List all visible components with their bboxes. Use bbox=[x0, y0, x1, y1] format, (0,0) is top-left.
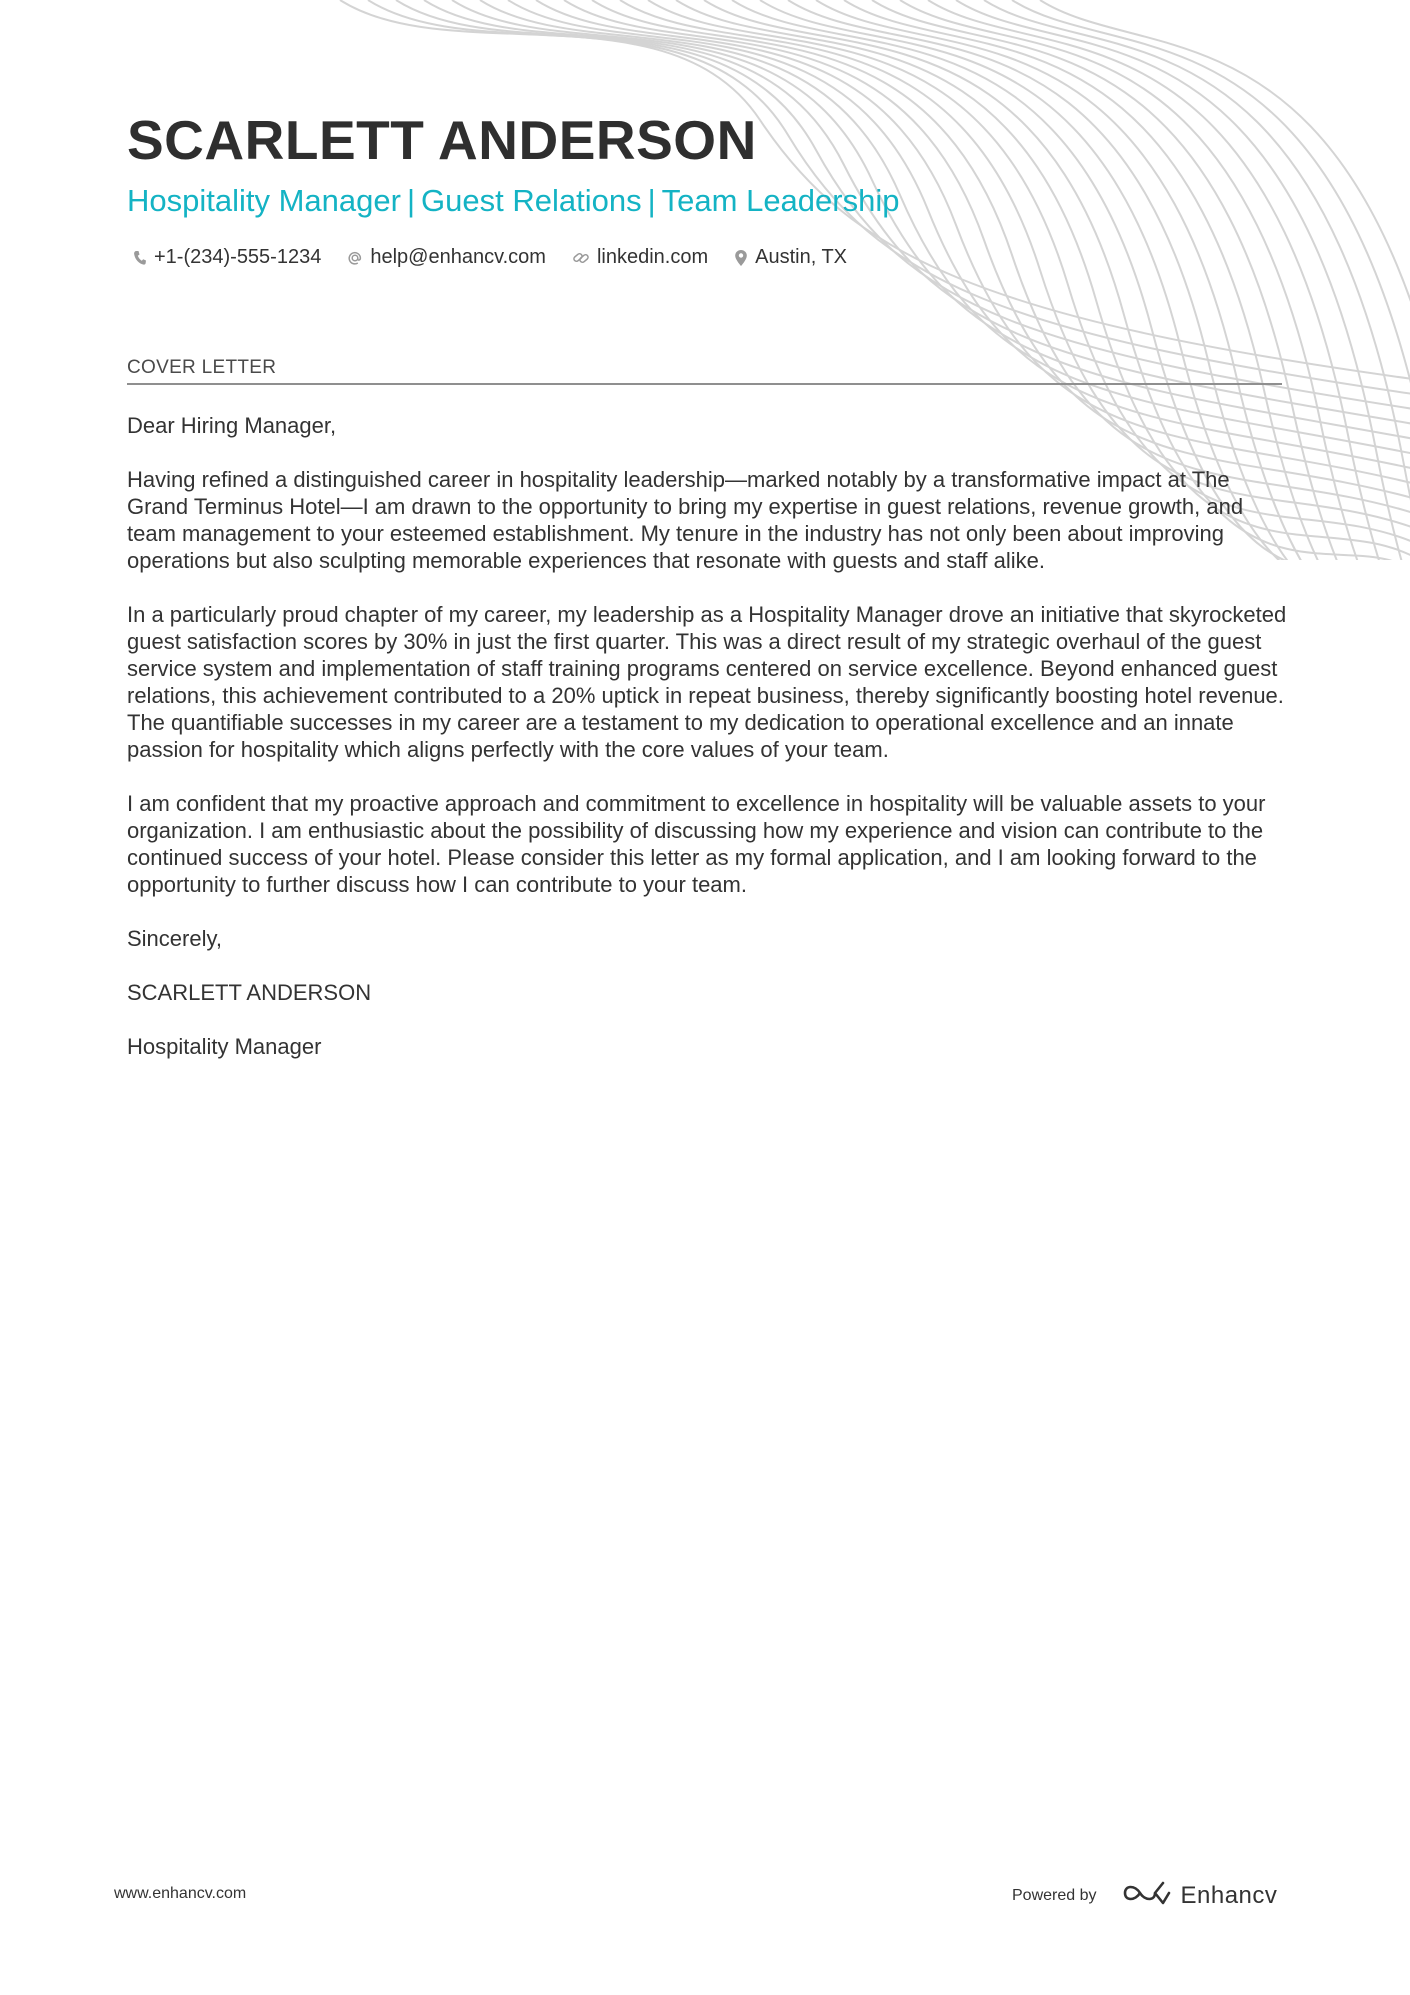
powered-by-label: Powered by bbox=[1012, 1886, 1097, 1904]
paragraph-3: I am confident that my proactive approach and commitment to excellence in hospitality will be valuable assets to your organization. I am enthusiastic about the possibility of discussing how my experience and vision can contribute to the continued success of your hotel. Please consider this letter as my formal application, and I am looking forward to the opportunity to further discuss how I can contribute to your team. bbox=[127, 791, 1266, 897]
paragraph-1: Having refined a distinguished career in hospitality leadership—marked notably by a transformative impact at The Grand Terminus Hotel—I am drawn to the opportunity to bring my expertise in guest relations, revenue growth, and team management to your esteemed establishment. My tenure in the industry has not only been about improving operations but also sculpting memorable experiences that resonate with guests and staff alike. bbox=[127, 467, 1244, 573]
phone-icon bbox=[133, 250, 147, 266]
headline-separator: | bbox=[406, 183, 416, 218]
candidate-name: SCARLETT ANDERSON bbox=[127, 109, 757, 171]
contact-link bbox=[572, 246, 708, 269]
headline-separator: | bbox=[647, 183, 656, 218]
signature-title: Hospitality Manager bbox=[127, 1034, 322, 1059]
contact-phone bbox=[133, 246, 321, 269]
headline-role: Hospitality Manager bbox=[127, 183, 401, 218]
letter-body bbox=[127, 412, 1287, 1087]
linkedin-link[interactable]: linkedin.com bbox=[596, 246, 709, 268]
headline-skill-2: Team Leadership bbox=[661, 183, 900, 218]
location-text: Austin, TX bbox=[755, 246, 848, 268]
signature-name: SCARLETT ANDERSON bbox=[127, 980, 372, 1005]
enhancv-logo-icon bbox=[1123, 1880, 1171, 1911]
wave-line bbox=[480, 0, 1410, 455]
section-title: COVER LETTER bbox=[127, 357, 1282, 385]
enhancv-brand[interactable] bbox=[1123, 1880, 1278, 1911]
link-icon bbox=[572, 250, 590, 266]
footer-branding bbox=[1012, 1880, 1277, 1911]
headline bbox=[127, 183, 899, 219]
contact-email bbox=[347, 246, 546, 269]
greeting: Dear Hiring Manager, bbox=[127, 413, 337, 438]
phone-number: +1-(234)-555-1234 bbox=[154, 246, 322, 268]
location-pin-icon bbox=[734, 249, 748, 267]
paragraph-2: In a particularly proud chapter of my career, my leadership as a Hospitality Manager drove an initiative that skyrocketed guest satisfaction scores by 30% in just the first quarter. This was a direct result of my strategic overhaul of the guest service system and implementation of staff training programs centered on service excellence. Beyond enhanced guest relations, this achievement contributed to a 20% uptick in repeat business, thereby significantly boosting hotel revenue. The quantifiable successes in my career are a testament to my dedication to operational excellence and an innate passion for hospitality which aligns perfectly with the core values of your team. bbox=[127, 602, 1287, 762]
headline-skill-1: Guest Relations bbox=[421, 183, 642, 218]
contact-location bbox=[734, 246, 847, 269]
contact-info bbox=[133, 246, 847, 269]
email-address[interactable]: help@enhancv.com bbox=[370, 246, 546, 268]
enhancv-brand-name: Enhancv bbox=[1180, 1881, 1278, 1909]
at-icon bbox=[347, 250, 363, 266]
footer-website[interactable]: www.enhancv.com bbox=[114, 1885, 247, 1902]
closing: Sincerely, bbox=[127, 926, 222, 951]
